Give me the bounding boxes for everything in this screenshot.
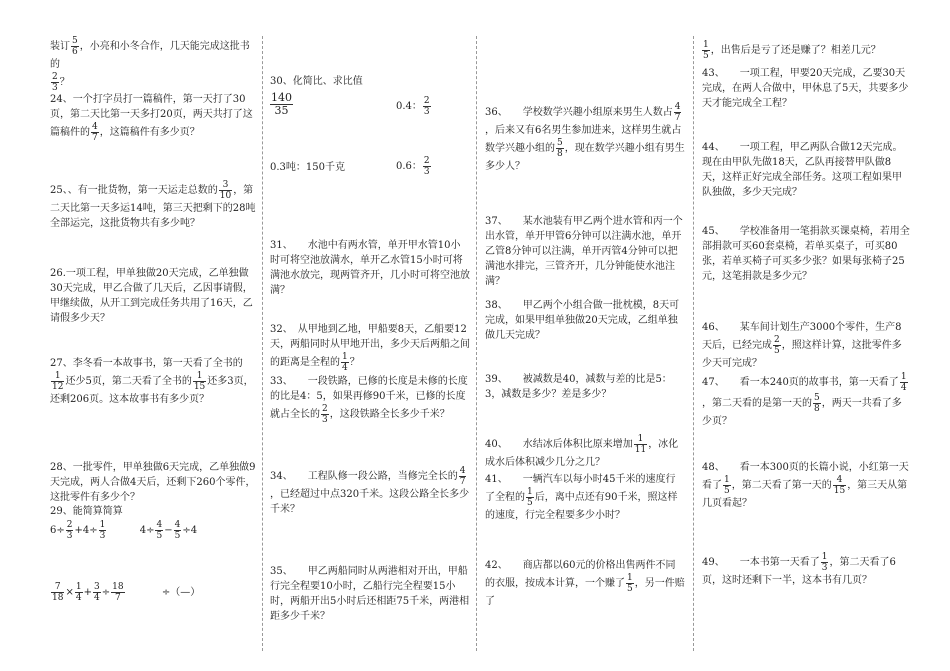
fraction: $\frac{1}{4}$ [75, 582, 82, 603]
fraction: $\frac{1}{11}$ [634, 434, 647, 455]
question-24: 24、一个打字员打一篇稿件，第一天打了30页，第二天比第一天多打20页，两天共打了这篇稿件的 $\frac{4}{7}$ ，这篇稿件有多少页？ [50, 94, 253, 143]
fraction: $\frac{1}{12}$ [52, 371, 64, 392]
question-48: 48、 看一本300页的长篇小说，小红第一天看了 $\frac{1}{5}$ ，第二天看了第一天的 $\frac{4}{15}$ ，第三天从第几页看起？ [702, 462, 909, 509]
fraction: $\frac{1}{4}$ [900, 372, 907, 393]
fraction: $\frac{4}{7}$ [459, 466, 466, 487]
fraction: $\frac{1}{4}$ [342, 352, 348, 373]
question-43: 43、 一项工程，甲要20天完成，乙要30天完成，在两人合做中，甲休息了5天，共要多少天才能完成全工程？ [702, 68, 909, 109]
question-29-expressions-row-2: $\frac{7}{18}$ × $\frac{1}{4}$ + $\frac{3}{4}$ ÷ $\frac{18}{7}$ ÷（—） [52, 582, 201, 603]
question-28: 28、一批零件，甲单独做6天完成，乙单独做9天完成，两人合做4天后，还剩下260个零件，这批零件有多少个？ [50, 462, 256, 503]
question-44: 44、 一项工程，甲乙两队合做12天完成。现在由甲队先做18天，乙队再接替甲队做8天，这样正好完成全部任务。这项工程如果甲队独做，多少天完成？ [702, 142, 903, 198]
question-36: 36、 学校数学兴趣小组原来男生人数占 $\frac{4}{7}$ ，后来又有6名男生参加进来，这样男生就占数学兴趣小组的 $\frac{5}{8}$ ，现在数学兴趣小组有男生多少人？ [485, 102, 685, 172]
fraction: $\frac{4}{15}$ [833, 475, 846, 496]
question-30-row-2: 0.3吨：150千克 0.6： $\frac{2}{3}$ [270, 156, 430, 177]
column-separator-2 [476, 36, 477, 651]
question-35: 35、 甲乙两船同时从两港相对开出，甲船行完全程要10小时，乙船行完全程要15小时，两船开出5小时后还相距75千米，两港相距多少千米？ [270, 566, 470, 622]
question-42: 42、 商店都以60元的价格出售两件不同的衣服，按成本计算，一个赚了 $\frac{1}{5}$ ，另一件赔了 [485, 560, 685, 607]
question-29-expressions-row-1: 6÷ $\frac{2}{3}$ +4÷ $\frac{1}{3}$ 4÷ $\frac{4}{5}$ − $\frac{4}{5}$ ÷4 [50, 520, 198, 541]
fraction: $\frac{2}{5}$ [774, 335, 780, 356]
question-47: 47、 看一本240页的故事书，第一天看了 $\frac{1}{4}$ ，第二天看的是第一天的 $\frac{5}{8}$ ，两天一共看了多少页？ [702, 372, 907, 427]
question-30-row-1: $\frac{140}{35}$ 0.4： $\frac{2}{3}$ [271, 91, 430, 117]
question-25: 25、、有一批货物，第一天运走总数的 $\frac{3}{10}$ ，第二天比第一天多运14吨，第三天把剩下的28吨全部运完，这批货物共有多少吨？ [50, 180, 256, 229]
fraction: $\frac{3}{4}$ [93, 582, 100, 603]
question-41: 41、 一辆汽车以每小时45千米的速度行了全程的 $\frac{1}{5}$ 后，离中点还有90千米，照这样的速度，行完全程要多少小时？ [485, 474, 678, 521]
fraction: $\frac{1}{5}$ [703, 40, 709, 61]
question-42-continued: $\frac{1}{5}$ ，出售后是亏了还是赚了？相差几元？ [703, 40, 881, 61]
fraction: $\frac{4}{5}$ [174, 520, 181, 541]
column-separator-3 [693, 36, 694, 651]
question-23-continued: 装订 $\frac{5}{6}$ ，小亮和小冬合作，几天能完成这批书的 $\frac{2}{3}$ ？ [50, 36, 250, 93]
fraction: $\frac{4}{7}$ [92, 122, 98, 143]
fraction: $\frac{2}{3}$ [322, 404, 328, 425]
question-30-title: 30、化简比、求比值 [270, 76, 363, 87]
fraction: $\frac{1}{5}$ [527, 487, 533, 508]
fraction: $\frac{5}{8}$ [814, 393, 820, 414]
fraction: $\frac{140}{35}$ [271, 91, 292, 117]
question-27: 27、李冬看一本故事书，第一天看了全书的 $\frac{1}{12}$ 还少5页，第二天看了全书的 $\frac{1}{15}$ 还多3页，还剩206页。这本故事书有多少页？ [50, 358, 254, 405]
fraction: $\frac{5}{8}$ [557, 138, 563, 159]
question-29-title: 29、能简算简算 [50, 506, 123, 517]
fraction: $\frac{7}{18}$ [52, 582, 64, 603]
fraction: $\frac{1}{3}$ [99, 520, 106, 541]
fraction: $\frac{1}{5}$ [627, 573, 633, 594]
question-46: 46、 某车间计划生产3000个零件，生产8天后，已经完成 $\frac{2}{5}$ ，照这样计算，这批零件多少天可完成？ [702, 322, 902, 369]
fraction: $\frac{5}{6}$ [72, 36, 78, 57]
question-33: 33、 一段铁路，已修的长度是未修的长度的比是4：5，如果再修90千米，已修的长度就占全长的 $\frac{2}{3}$ ，这段铁路全长多少千米？ [270, 376, 468, 425]
fraction: $\frac{2}{3}$ [423, 96, 430, 117]
question-26: 26.一项工程，甲单独做20天完成，乙单独做30天完成，甲乙合做了几天后，乙因事请假，甲继续做，从开工到完成任务共用了16天，乙请假多少天？ [50, 268, 253, 324]
question-40: 40、 水结冰后体积比原来增加 $\frac{1}{11}$ ，冰化成水后体积减少几分之几？ [485, 434, 679, 468]
question-45: 45、 学校准备用一笔捐款买课桌椅，若用全部捐款可买60套桌椅，若单买桌子，可买80张，若单买椅子可买多少张？如果每张椅子25元，这笔捐款是多少元？ [702, 226, 910, 282]
fraction: $\frac{3}{10}$ [219, 180, 232, 201]
fraction: $\frac{1}{5}$ [724, 475, 730, 496]
fraction: $\frac{18}{7}$ [112, 582, 124, 603]
fraction: $\frac{1}{15}$ [193, 371, 206, 392]
fraction: $\frac{2}{3}$ [66, 520, 73, 541]
fraction: $\frac{1}{3}$ [821, 552, 828, 573]
column-separator-1 [262, 36, 263, 651]
fraction: $\frac{2}{3}$ [52, 72, 58, 93]
fraction: $\frac{4}{5}$ [156, 520, 163, 541]
question-49: 49、 一本书第一天看了 $\frac{1}{3}$ ，第二天看了6页，这时还剩下一半，这本书有几页？ [702, 552, 896, 586]
fraction: $\frac{4}{7}$ [674, 102, 681, 123]
question-32: 32、 从甲地到乙地，甲船要8天，乙船要12天，两船同时从甲地开出，多少天后两船之间的距离是全程的 $\frac{1}{4}$ ？ [270, 324, 470, 373]
fraction: $\frac{2}{3}$ [423, 156, 430, 177]
question-37: 37、 某水池装有甲乙两个进水管和丙一个出水管，单开甲管6分钟可以注满水池，单开乙管8分钟可以注满，单开丙管4分钟可以把满池水排完，三管齐开，几分钟能使水池注满？ [485, 216, 683, 287]
question-34: 34、 工程队修一段公路，当修完全长的 $\frac{4}{7}$ ，已经超过中点320千米。这段公路全长多少千米？ [270, 466, 470, 515]
question-31: 31、 水池中有两水管，单开甲水管10小时可将空池放满水，单开乙水管15小时可将满池水放完，现两管齐开，几小时可将空池放满？ [270, 240, 470, 296]
question-38: 38、 甲乙两个小组合做一批枕模，8天可完成，如果甲组单独做20天完成，乙组单独做几天完成？ [485, 300, 680, 341]
question-39: 39、 被减数是40，减数与差的比是5：3，减数是多少？差是多少？ [485, 374, 672, 400]
